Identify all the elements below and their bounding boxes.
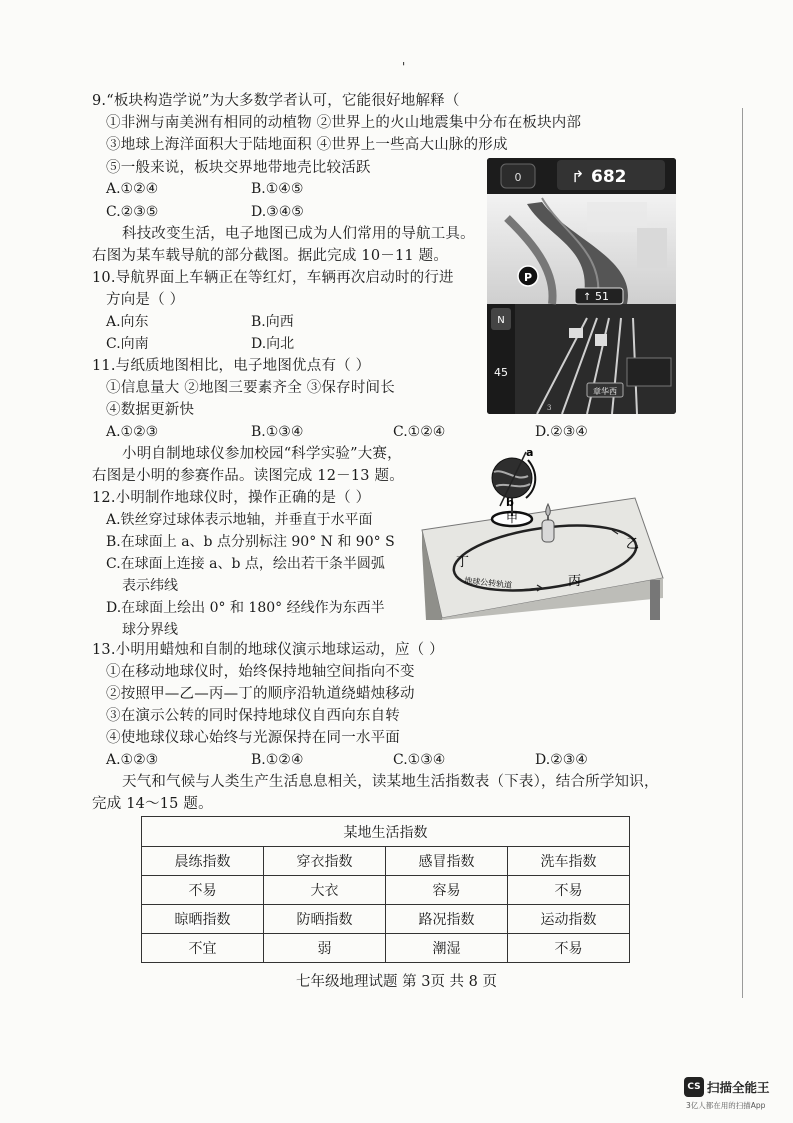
q9-stem: 9.“板块构造学说”为大多数学者认可，它能很好地解释（ <box>92 93 460 109</box>
orbit-label-yi: 乙 <box>626 537 640 552</box>
orbit-caption: 地球公转轨道 <box>463 576 513 591</box>
table-cell: 不易 <box>142 876 264 905</box>
q9-option-d: D.③④⑤ <box>251 204 304 220</box>
table-cell: 路况指数 <box>386 905 508 934</box>
q12-option-a: A.铁丝穿过球体表示地轴，并垂直于水平面 <box>106 512 373 528</box>
q10-stem-line2: 方向是（ ） <box>106 292 185 308</box>
q13-option-3: ③在演示公转的同时保持地球仪自西向东自转 <box>106 708 400 724</box>
globe-label-a: a <box>526 448 534 459</box>
table-cell: 感冒指数 <box>386 847 508 876</box>
nav-distance: 682 <box>591 167 627 187</box>
orbit-label-jia: 甲 <box>506 511 519 525</box>
q10-option-d: D.向北 <box>251 336 295 352</box>
q9-line2: ③地球上海洋面积大于陆地面积 ④世界上一些高大山脉的形成 <box>106 137 508 153</box>
nav-turn-arrow-icon: ↱ <box>571 167 585 186</box>
q12-option-d-line1: D.在球面上绘出 0° 和 180° 经线作为东西半 <box>106 600 385 616</box>
q9-option-c: C.②③⑤ <box>106 204 159 220</box>
q9-line1: ①非洲与南美洲有相同的动植物 ②世界上的火山地震集中分布在板块内部 <box>106 115 582 131</box>
q12-option-c-line2: 表示纬线 <box>122 578 178 594</box>
table-cell: 潮湿 <box>386 934 508 963</box>
table-row <box>142 847 630 876</box>
table-row <box>142 934 630 963</box>
q9-line3: ⑤一般来说，板块交界地带地壳比较活跃 <box>106 160 371 176</box>
navigation-screenshot <box>487 158 676 414</box>
table-cell: 晾晒指数 <box>142 905 264 934</box>
table-cell: 穿衣指数 <box>264 847 386 876</box>
nav-left-panel-value: 45 <box>494 366 508 379</box>
table-cell: 洗车指数 <box>508 847 630 876</box>
intro-12-13-line2: 右图是小明的参赛作品。读图完成 12－13 题。 <box>92 468 404 484</box>
life-index-table <box>141 816 630 963</box>
nav-compass: N <box>497 315 505 326</box>
q12-stem: 12.小明制作地球仪时，操作正确的是（ ） <box>92 490 371 506</box>
q13-option-c: C.①③④ <box>393 752 446 768</box>
scanner-name: 扫描全能王 <box>707 1080 770 1095</box>
intro-12-13-line1: 小明自制地球仪参加校园“科学实验”大赛， <box>122 446 402 462</box>
q10-stem-line1: 10.导航界面上车辆正在等红灯，车辆再次启动时的行进 <box>92 270 454 286</box>
nav-speed: 0 <box>514 171 522 184</box>
q10-option-a: A.向东 <box>106 314 149 330</box>
table-cell: 弱 <box>264 934 386 963</box>
nav-page-mark: 3 <box>547 404 552 412</box>
table-caption-row <box>142 817 630 847</box>
table-row <box>142 905 630 934</box>
orbit-label-ding: 丁 <box>456 555 470 570</box>
q13-option-a: A.①②③ <box>106 752 159 768</box>
intro-14-15-line2: 完成 14～15 题。 <box>92 796 213 812</box>
q12-option-c-line1: C.在球面上连接 a、b 点，绘出若干条半圆弧 <box>106 556 385 572</box>
nav-road-sign: 51 <box>595 290 609 303</box>
table-row <box>142 876 630 905</box>
q11-option-c: C.①②④ <box>393 424 446 440</box>
right-margin-rule <box>742 108 743 998</box>
scan-dot: ' <box>402 60 406 74</box>
q11-stem: 11.与纸质地图相比，电子地图优点有（ ） <box>92 358 371 374</box>
q11-line2: ④数据更新快 <box>106 402 195 418</box>
q13-option-2: ②按照甲—乙—丙—丁的顺序沿轨道绕蜡烛移动 <box>106 686 415 702</box>
q11-option-a: A.①②③ <box>106 424 159 440</box>
table-caption: 某地生活指数 <box>142 817 630 847</box>
q13-option-b: B.①②④ <box>251 752 304 768</box>
q13-option-1: ①在移动地球仪时，始终保持地轴空间指向不变 <box>106 664 415 680</box>
table-cell: 防晒指数 <box>264 905 386 934</box>
page-footer: 七年级地理试题 第 3页 共 8 页 <box>296 974 497 990</box>
q13-stem: 13.小明用蜡烛和自制的地球仪演示地球运动，应（ ） <box>92 642 444 658</box>
table-cell: 运动指数 <box>508 905 630 934</box>
table-cell: 大衣 <box>264 876 386 905</box>
nav-road-sign-arrow-icon: ↑ <box>583 292 592 303</box>
q10-option-b: B.向西 <box>251 314 294 330</box>
q9-option-a: A.①②④ <box>106 181 159 197</box>
table-cell: 容易 <box>386 876 508 905</box>
scanner-watermark <box>684 1077 792 1117</box>
q9-option-b: B.①④⑤ <box>251 181 304 197</box>
scanner-tagline: 3亿人都在用的扫描App <box>686 1101 766 1110</box>
intro-14-15-line1: 天气和气候与人类生产生活息息相关，读某地生活指数表（下表），结合所学知识， <box>122 774 659 790</box>
q13-option-d: D.②③④ <box>535 752 588 768</box>
q11-line1: ①信息量大 ②地图三要素齐全 ③保存时间长 <box>106 380 395 396</box>
intro-10-11-line2: 右图为某车载导航的部分截图。据此完成 10－11 题。 <box>92 248 449 264</box>
globe-experiment-figure <box>420 448 665 620</box>
q13-option-4: ④使地球仪球心始终与光源保持在同一水平面 <box>106 730 400 746</box>
q11-option-d: D.②③④ <box>535 424 588 440</box>
nav-parking-badge: P <box>523 271 533 284</box>
scanner-logo-icon: CS <box>684 1077 704 1097</box>
q11-option-b: B.①③④ <box>251 424 304 440</box>
orbit-label-bing: 丙 <box>568 574 582 589</box>
table-cell: 不宜 <box>142 934 264 963</box>
nav-bottom-chip: 章华西 <box>593 387 617 396</box>
table-cell: 晨练指数 <box>142 847 264 876</box>
q10-option-c: C.向南 <box>106 336 149 352</box>
q12-option-d-line2: 球分界线 <box>122 622 178 638</box>
table-cell: 不易 <box>508 934 630 963</box>
table-cell: 不易 <box>508 876 630 905</box>
globe-label-b: b <box>506 496 514 509</box>
intro-10-11-line1: 科技改变生活，电子地图已成为人们常用的导航工具。 <box>122 226 475 242</box>
q12-option-b: B.在球面上 a、b 点分别标注 90° N 和 90° S <box>106 534 395 550</box>
